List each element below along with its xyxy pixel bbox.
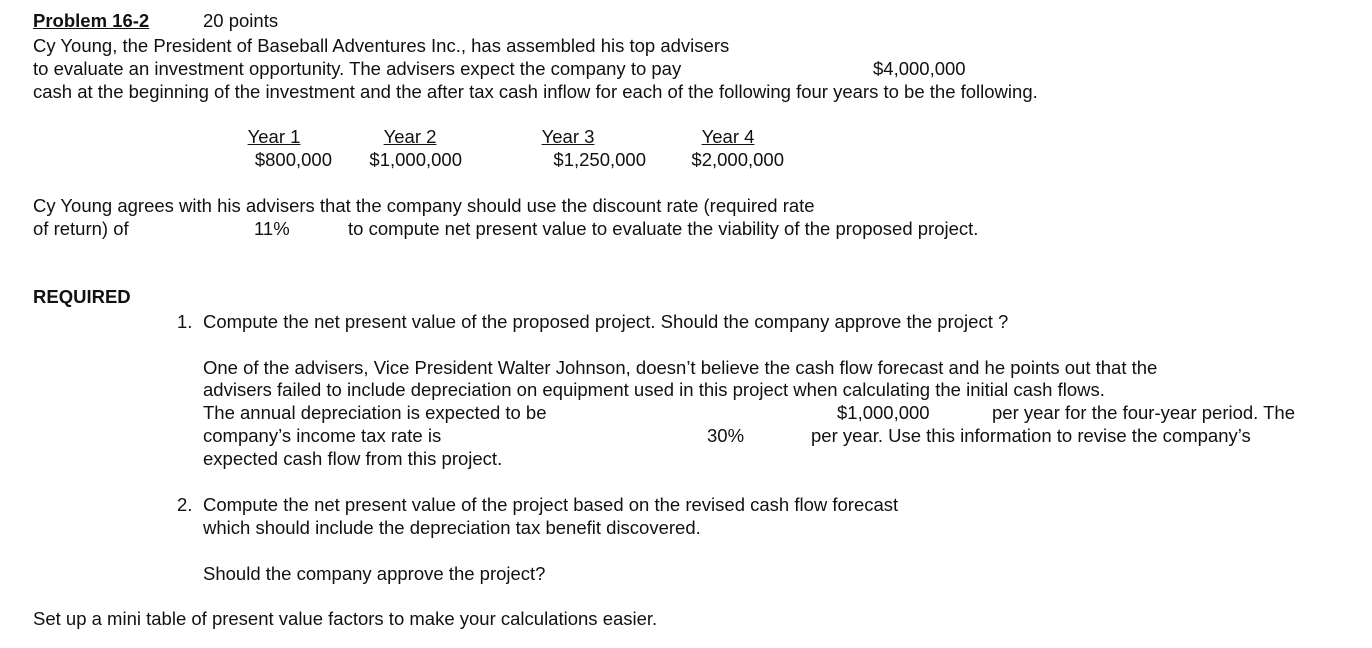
depreciation-label: The annual depreciation is expected to be <box>203 402 547 423</box>
required-heading: REQUIRED <box>33 286 131 307</box>
year-1-header: Year 1 <box>247 126 301 147</box>
year-2-header: Year 2 <box>383 126 437 147</box>
discount-line-2-label: of return) of <box>33 218 129 239</box>
problem-title: Problem 16-2 <box>33 10 150 31</box>
discount-line-2-rest: to compute net present value to evaluate the viability of the proposed project. <box>348 218 979 239</box>
footer-instruction: Set up a mini table of present value factors to make your calculations easier. <box>33 608 658 629</box>
question-2-line-1: Compute the net present value of the project based on the revised cash flow forecast <box>203 494 899 515</box>
approve-question: Should the company approve the project? <box>203 563 546 584</box>
discount-rate-value: 11% <box>254 218 290 239</box>
year-2-amount: $1,000,000 <box>369 149 462 170</box>
year-4-amount: $2,000,000 <box>691 149 784 170</box>
depreciation-amount: $1,000,000 <box>837 402 930 423</box>
intro-line-3: cash at the beginning of the investment and the after tax cash inflow for each of the following four years to be the following. <box>33 81 1038 102</box>
tax-label: company’s income tax rate is <box>203 425 442 446</box>
intro-line-2: to evaluate an investment opportunity. The advisers expect the company to pay <box>33 58 682 79</box>
problem-points: 20 points <box>203 10 279 31</box>
question-1-text: Compute the net present value of the proposed project. Should the company approve the project ? <box>203 311 1009 332</box>
question-1-number: 1. <box>177 311 193 332</box>
year-3-header: Year 3 <box>541 126 595 147</box>
year-3-amount: $1,250,000 <box>553 149 646 170</box>
paragraph-line-1: One of the advisers, Vice President Walter Johnson, doesn’t believe the cash flow forecast and he points out that the <box>203 357 1158 378</box>
paragraph-line-2: advisers failed to include depreciation on equipment used in this project when calculating the initial cash flows. <box>203 379 1105 400</box>
tax-rate-value: 30% <box>707 425 745 446</box>
depreciation-rest: per year for the four-year period. The <box>992 402 1296 423</box>
year-1-amount: $800,000 <box>254 149 332 170</box>
question-2-number: 2. <box>177 494 193 515</box>
intro-line-1: Cy Young, the President of Baseball Adventures Inc., has assembled his top advisers <box>33 35 730 56</box>
tax-rest: per year. Use this information to revise the company’s <box>811 425 1251 446</box>
paragraph-end: expected cash flow from this project. <box>203 448 503 469</box>
initial-cost-value: $4,000,000 <box>873 58 966 79</box>
year-4-header: Year 4 <box>701 126 755 147</box>
discount-line-1: Cy Young agrees with his advisers that the company should use the discount rate (required rate <box>33 195 815 216</box>
question-2-line-2: which should include the depreciation tax benefit discovered. <box>203 517 701 538</box>
